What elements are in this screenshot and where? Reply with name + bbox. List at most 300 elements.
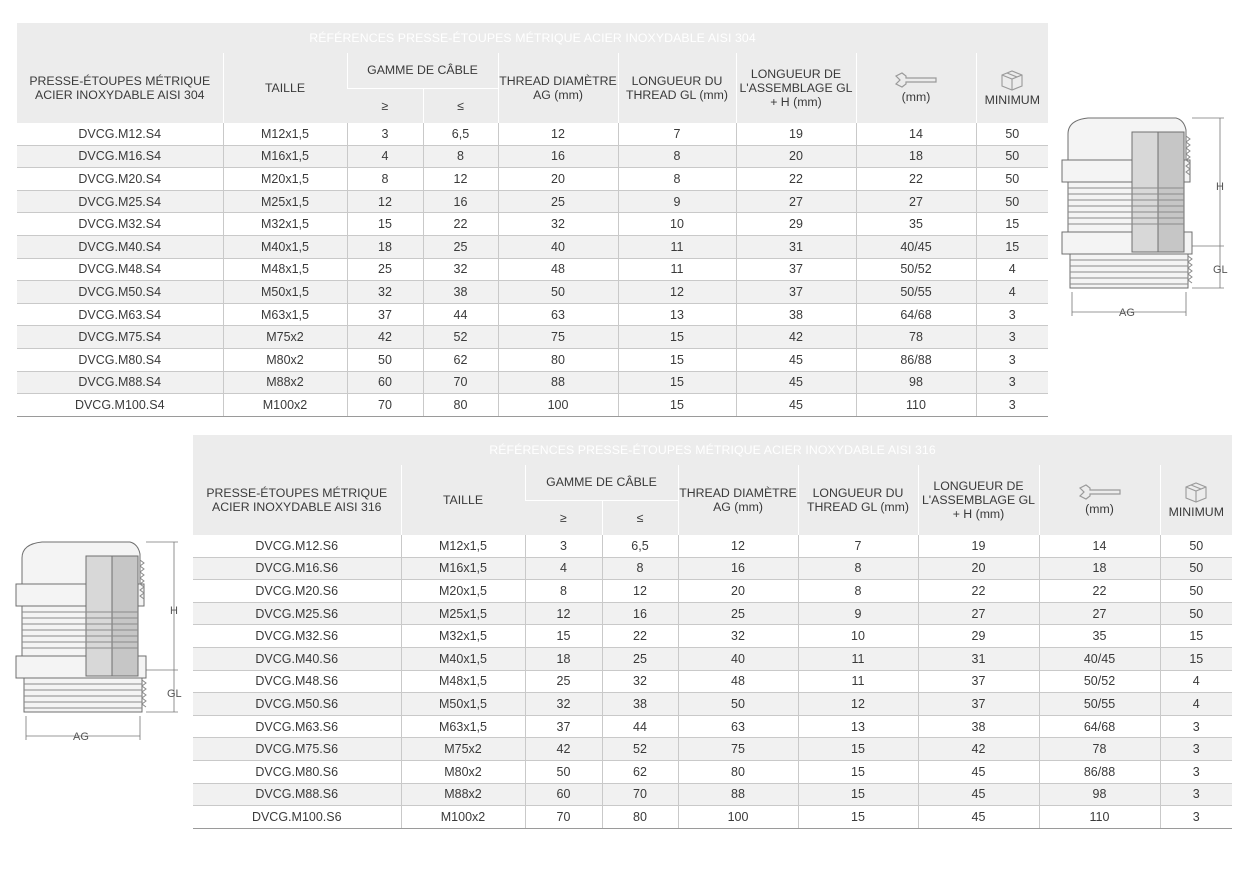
- cell-assembly-length: 29: [918, 625, 1039, 648]
- cell-cable-max: 70: [423, 371, 498, 394]
- cell-taille: M16x1,5: [223, 145, 347, 168]
- table-row: [193, 580, 1232, 603]
- table-row: [193, 783, 1232, 806]
- label-h: H: [170, 605, 178, 617]
- cell-thread-length: 11: [618, 235, 736, 258]
- cell-thread-length: 15: [618, 348, 736, 371]
- cell-minimum: 50: [976, 123, 1048, 145]
- table-row: [193, 760, 1232, 783]
- label-ag: AG: [73, 731, 89, 743]
- cell-cable-min: 42: [525, 738, 602, 761]
- cell-cable-min: 3: [525, 535, 602, 557]
- cell-reference: DVCG.M16.S6: [193, 557, 401, 580]
- cell-wrench-size: 50/52: [856, 258, 976, 281]
- cell-thread-diameter: 88: [498, 371, 618, 394]
- cell-assembly-length: 38: [736, 303, 856, 326]
- cell-cable-max: 32: [423, 258, 498, 281]
- cell-reference: DVCG.M16.S4: [17, 145, 223, 168]
- cell-cable-min: 42: [347, 326, 423, 349]
- cell-cable-min: 15: [525, 625, 602, 648]
- cell-cable-max: 22: [602, 625, 678, 648]
- cell-reference: DVCG.M48.S4: [17, 258, 223, 281]
- cell-thread-length: 8: [618, 145, 736, 168]
- cell-assembly-length: 29: [736, 213, 856, 236]
- table-row: [17, 123, 1048, 145]
- label-gl: GL: [1213, 264, 1228, 276]
- cell-wrench-size: 50/52: [1039, 670, 1160, 693]
- cell-reference: DVCG.M25.S4: [17, 190, 223, 213]
- cell-wrench-size: 27: [1039, 602, 1160, 625]
- cell-thread-length: 8: [618, 168, 736, 191]
- cell-cable-max: 22: [423, 213, 498, 236]
- cell-taille: M63x1,5: [223, 303, 347, 326]
- wrench-icon: [1078, 484, 1122, 500]
- cell-reference: DVCG.M32.S4: [17, 213, 223, 236]
- minimum-label: MINIMUM: [1168, 505, 1224, 519]
- cell-taille: M88x2: [223, 371, 347, 394]
- cell-wrench-size: 35: [1039, 625, 1160, 648]
- cell-wrench-size: 78: [856, 326, 976, 349]
- cell-minimum: 3: [976, 303, 1048, 326]
- cell-cable-min: 25: [347, 258, 423, 281]
- cell-taille: M20x1,5: [401, 580, 525, 603]
- cell-reference: DVCG.M12.S4: [17, 123, 223, 145]
- box-icon: [1183, 481, 1209, 503]
- cell-cable-min: 18: [525, 647, 602, 670]
- cell-reference: DVCG.M63.S6: [193, 715, 401, 738]
- cell-minimum: 3: [976, 348, 1048, 371]
- cell-thread-length: 15: [798, 760, 918, 783]
- cell-thread-length: 10: [618, 213, 736, 236]
- cell-taille: M75x2: [401, 738, 525, 761]
- col-header-name: PRESSE-ÉTOUPES MÉTRIQUE ACIER INOXYDABLE AISI 304: [17, 53, 223, 123]
- cell-thread-length: 15: [798, 738, 918, 761]
- cell-cable-min: 4: [525, 557, 602, 580]
- cell-cable-min: 12: [525, 602, 602, 625]
- cell-reference: DVCG.M20.S6: [193, 580, 401, 603]
- cell-reference: DVCG.M20.S4: [17, 168, 223, 191]
- cell-thread-length: 13: [798, 715, 918, 738]
- col-header-gamme: GAMME DE CÂBLE: [347, 53, 498, 88]
- cell-cable-max: 6,5: [423, 123, 498, 145]
- cell-thread-length: 8: [798, 580, 918, 603]
- cell-cable-min: 37: [347, 303, 423, 326]
- cell-thread-diameter: 32: [498, 213, 618, 236]
- col-header-wrench: [1039, 465, 1160, 535]
- cell-reference: DVCG.M50.S4: [17, 281, 223, 304]
- cell-cable-min: 60: [525, 783, 602, 806]
- cell-minimum: 50: [1160, 535, 1232, 557]
- cell-cable-min: 50: [525, 760, 602, 783]
- cell-wrench-size: 110: [1039, 806, 1160, 829]
- col-header-thread: THREAD DIAMÈTRE AG (mm): [498, 53, 618, 123]
- cell-wrench-size: 78: [1039, 738, 1160, 761]
- cell-taille: M88x2: [401, 783, 525, 806]
- cell-cable-min: 60: [347, 371, 423, 394]
- cell-assembly-length: 45: [918, 783, 1039, 806]
- cell-thread-diameter: 25: [678, 602, 798, 625]
- cell-cable-max: 12: [602, 580, 678, 603]
- cell-reference: DVCG.M100.S4: [17, 394, 223, 417]
- cell-thread-length: 7: [798, 535, 918, 557]
- cell-thread-diameter: 80: [678, 760, 798, 783]
- table-row: [193, 647, 1232, 670]
- cell-minimum: 3: [976, 394, 1048, 417]
- table-row: [17, 394, 1048, 417]
- wrench-unit: (mm): [1085, 502, 1114, 516]
- col-header-name: PRESSE-ÉTOUPES MÉTRIQUE ACIER INOXYDABLE AISI 316: [193, 465, 401, 535]
- cell-assembly-length: 45: [736, 394, 856, 417]
- table-title: RÉFÉRENCES PRESSE-ÉTOUPES MÉTRIQUE ACIER INOXYDABLE AISI 304: [17, 23, 1048, 53]
- col-header-ge: ≥: [347, 88, 423, 123]
- cell-cable-max: 70: [602, 783, 678, 806]
- cell-taille: M48x1,5: [401, 670, 525, 693]
- table-row: [17, 281, 1048, 304]
- cell-assembly-length: 20: [736, 145, 856, 168]
- table-row: [17, 326, 1048, 349]
- cell-cable-min: 8: [347, 168, 423, 191]
- table-row: [193, 670, 1232, 693]
- cell-thread-diameter: 12: [678, 535, 798, 557]
- table-row: [193, 557, 1232, 580]
- cell-minimum: 50: [976, 145, 1048, 168]
- cell-reference: DVCG.M88.S6: [193, 783, 401, 806]
- cell-wrench-size: 22: [856, 168, 976, 191]
- cell-taille: M48x1,5: [223, 258, 347, 281]
- cell-thread-length: 15: [798, 783, 918, 806]
- cell-reference: DVCG.M88.S4: [17, 371, 223, 394]
- table-row: [17, 235, 1048, 258]
- cell-thread-diameter: 80: [498, 348, 618, 371]
- col-header-gamme: GAMME DE CÂBLE: [525, 465, 678, 500]
- cell-cable-min: 12: [347, 190, 423, 213]
- cell-taille: M32x1,5: [401, 625, 525, 648]
- col-header-longueur-thread: LONGUEUR DU THREAD GL (mm): [618, 53, 736, 123]
- cell-cable-max: 44: [602, 715, 678, 738]
- cell-thread-length: 15: [618, 394, 736, 417]
- wrench-unit: (mm): [901, 90, 931, 104]
- table-row: [193, 806, 1232, 829]
- cell-wrench-size: 14: [856, 123, 976, 145]
- cell-thread-length: 9: [618, 190, 736, 213]
- cell-thread-length: 11: [798, 647, 918, 670]
- cell-assembly-length: 42: [918, 738, 1039, 761]
- col-header-longueur-assemblage: LONGUEUR DE L'ASSEMBLAGE GL + H (mm): [918, 465, 1039, 535]
- cell-minimum: 3: [976, 371, 1048, 394]
- table-row: [17, 371, 1048, 394]
- cell-reference: DVCG.M63.S4: [17, 303, 223, 326]
- col-header-wrench: [856, 53, 976, 123]
- table-row: [193, 693, 1232, 716]
- cell-reference: DVCG.M80.S6: [193, 760, 401, 783]
- cell-minimum: 50: [976, 168, 1048, 191]
- cell-assembly-length: 27: [736, 190, 856, 213]
- cell-minimum: 3: [976, 326, 1048, 349]
- cell-thread-length: 11: [798, 670, 918, 693]
- cell-taille: M50x1,5: [401, 693, 525, 716]
- cell-wrench-size: 27: [856, 190, 976, 213]
- cell-reference: DVCG.M48.S6: [193, 670, 401, 693]
- cell-cable-max: 62: [423, 348, 498, 371]
- cell-minimum: 3: [1160, 738, 1232, 761]
- cell-thread-length: 9: [798, 602, 918, 625]
- cell-reference: DVCG.M40.S4: [17, 235, 223, 258]
- cell-thread-diameter: 32: [678, 625, 798, 648]
- col-header-longueur-thread: LONGUEUR DU THREAD GL (mm): [798, 465, 918, 535]
- cell-assembly-length: 20: [918, 557, 1039, 580]
- cell-cable-min: 70: [347, 394, 423, 417]
- table-row: [17, 303, 1048, 326]
- cell-taille: M12x1,5: [401, 535, 525, 557]
- cell-assembly-length: 31: [918, 647, 1039, 670]
- col-header-taille: TAILLE: [223, 53, 347, 123]
- cell-thread-diameter: 100: [498, 394, 618, 417]
- cell-assembly-length: 38: [918, 715, 1039, 738]
- col-header-ge: ≥: [525, 500, 602, 535]
- cell-cable-min: 3: [347, 123, 423, 145]
- cell-wrench-size: 35: [856, 213, 976, 236]
- cell-cable-min: 50: [347, 348, 423, 371]
- label-h: H: [1216, 181, 1224, 193]
- cell-cable-max: 38: [423, 281, 498, 304]
- cell-thread-diameter: 75: [678, 738, 798, 761]
- cell-taille: M12x1,5: [223, 123, 347, 145]
- cell-thread-diameter: 20: [678, 580, 798, 603]
- cell-assembly-length: 22: [918, 580, 1039, 603]
- table-row: [17, 145, 1048, 168]
- cell-wrench-size: 14: [1039, 535, 1160, 557]
- cell-assembly-length: 27: [918, 602, 1039, 625]
- cell-minimum: 4: [1160, 693, 1232, 716]
- cell-assembly-length: 19: [736, 123, 856, 145]
- cell-assembly-length: 45: [736, 371, 856, 394]
- cell-wrench-size: 98: [856, 371, 976, 394]
- col-header-minimum: [976, 53, 1048, 123]
- cell-cable-max: 25: [423, 235, 498, 258]
- cell-assembly-length: 37: [918, 670, 1039, 693]
- cell-thread-length: 12: [798, 693, 918, 716]
- cell-cable-max: 16: [423, 190, 498, 213]
- cell-cable-min: 4: [347, 145, 423, 168]
- cell-cable-max: 80: [602, 806, 678, 829]
- table-row: [17, 190, 1048, 213]
- col-header-le: ≤: [602, 500, 678, 535]
- cell-assembly-length: 45: [918, 806, 1039, 829]
- cell-wrench-size: 22: [1039, 580, 1160, 603]
- minimum-label: MINIMUM: [984, 93, 1040, 107]
- col-header-longueur-assemblage: LONGUEUR DE L'ASSEMBLAGE GL + H (mm): [736, 53, 856, 123]
- cell-wrench-size: 18: [856, 145, 976, 168]
- table-row: [17, 258, 1048, 281]
- cell-cable-min: 15: [347, 213, 423, 236]
- cell-minimum: 15: [1160, 647, 1232, 670]
- cell-minimum: 15: [1160, 625, 1232, 648]
- cell-assembly-length: 31: [736, 235, 856, 258]
- cell-assembly-length: 42: [736, 326, 856, 349]
- cell-taille: M100x2: [223, 394, 347, 417]
- col-header-le: ≤: [423, 88, 498, 123]
- cell-assembly-length: 45: [736, 348, 856, 371]
- cell-assembly-length: 22: [736, 168, 856, 191]
- cell-cable-max: 25: [602, 647, 678, 670]
- cell-cable-max: 52: [602, 738, 678, 761]
- cell-thread-length: 10: [798, 625, 918, 648]
- label-gl: GL: [167, 688, 182, 700]
- wrench-icon: [894, 72, 938, 88]
- cell-taille: M100x2: [401, 806, 525, 829]
- cell-cable-min: 37: [525, 715, 602, 738]
- cell-cable-max: 62: [602, 760, 678, 783]
- cell-minimum: 50: [1160, 580, 1232, 603]
- cell-cable-min: 25: [525, 670, 602, 693]
- cell-cable-max: 44: [423, 303, 498, 326]
- cell-cable-max: 16: [602, 602, 678, 625]
- table-row: [17, 213, 1048, 236]
- table-row: [17, 348, 1048, 371]
- cell-minimum: 3: [1160, 783, 1232, 806]
- cell-taille: M40x1,5: [401, 647, 525, 670]
- cell-minimum: 3: [1160, 715, 1232, 738]
- cell-cable-max: 12: [423, 168, 498, 191]
- cell-thread-length: 11: [618, 258, 736, 281]
- cell-minimum: 3: [1160, 806, 1232, 829]
- cell-minimum: 3: [1160, 760, 1232, 783]
- cell-cable-min: 18: [347, 235, 423, 258]
- cell-thread-diameter: 48: [678, 670, 798, 693]
- table-title: RÉFÉRENCES PRESSE-ÉTOUPES MÉTRIQUE ACIER INOXYDABLE AISI 316: [193, 435, 1232, 465]
- table-row: [193, 535, 1232, 557]
- cell-thread-diameter: 100: [678, 806, 798, 829]
- cell-reference: DVCG.M40.S6: [193, 647, 401, 670]
- cell-thread-diameter: 88: [678, 783, 798, 806]
- cell-minimum: 15: [976, 213, 1048, 236]
- cell-taille: M75x2: [223, 326, 347, 349]
- cell-thread-diameter: 25: [498, 190, 618, 213]
- cell-cable-max: 38: [602, 693, 678, 716]
- cell-thread-diameter: 75: [498, 326, 618, 349]
- cell-wrench-size: 64/68: [1039, 715, 1160, 738]
- cell-thread-length: 7: [618, 123, 736, 145]
- cell-thread-length: 13: [618, 303, 736, 326]
- cable-gland-drawing: [12, 536, 188, 746]
- cell-taille: M25x1,5: [401, 602, 525, 625]
- table-row: [193, 715, 1232, 738]
- col-header-taille: TAILLE: [401, 465, 525, 535]
- cell-reference: DVCG.M32.S6: [193, 625, 401, 648]
- cell-taille: M40x1,5: [223, 235, 347, 258]
- cell-taille: M25x1,5: [223, 190, 347, 213]
- cell-thread-length: 8: [798, 557, 918, 580]
- cell-assembly-length: 19: [918, 535, 1039, 557]
- cell-reference: DVCG.M75.S4: [17, 326, 223, 349]
- cell-wrench-size: 86/88: [856, 348, 976, 371]
- cell-taille: M32x1,5: [223, 213, 347, 236]
- cell-wrench-size: 110: [856, 394, 976, 417]
- cell-thread-diameter: 63: [498, 303, 618, 326]
- cell-minimum: 50: [1160, 602, 1232, 625]
- cell-thread-diameter: 50: [498, 281, 618, 304]
- cell-minimum: 4: [976, 258, 1048, 281]
- cell-wrench-size: 40/45: [856, 235, 976, 258]
- cell-thread-diameter: 40: [678, 647, 798, 670]
- cell-taille: M20x1,5: [223, 168, 347, 191]
- cell-reference: DVCG.M25.S6: [193, 602, 401, 625]
- cell-cable-max: 6,5: [602, 535, 678, 557]
- cell-cable-max: 8: [602, 557, 678, 580]
- table-row: [193, 602, 1232, 625]
- cable-gland-drawing: [1058, 112, 1234, 322]
- table-row: [17, 168, 1048, 191]
- cell-thread-length: 12: [618, 281, 736, 304]
- box-icon: [999, 69, 1025, 91]
- cell-thread-diameter: 40: [498, 235, 618, 258]
- cell-assembly-length: 37: [736, 281, 856, 304]
- table-row: [193, 738, 1232, 761]
- cell-wrench-size: 50/55: [1039, 693, 1160, 716]
- cell-wrench-size: 98: [1039, 783, 1160, 806]
- cell-thread-diameter: 16: [678, 557, 798, 580]
- cell-cable-max: 8: [423, 145, 498, 168]
- cell-cable-min: 32: [525, 693, 602, 716]
- cell-cable-max: 32: [602, 670, 678, 693]
- cell-wrench-size: 86/88: [1039, 760, 1160, 783]
- cell-wrench-size: 18: [1039, 557, 1160, 580]
- cell-thread-diameter: 63: [678, 715, 798, 738]
- cell-cable-max: 80: [423, 394, 498, 417]
- cell-thread-length: 15: [618, 371, 736, 394]
- cell-thread-diameter: 20: [498, 168, 618, 191]
- cell-cable-min: 32: [347, 281, 423, 304]
- cell-cable-max: 52: [423, 326, 498, 349]
- cell-taille: M63x1,5: [401, 715, 525, 738]
- cell-cable-min: 70: [525, 806, 602, 829]
- cell-assembly-length: 37: [736, 258, 856, 281]
- cell-reference: DVCG.M75.S6: [193, 738, 401, 761]
- col-header-thread: THREAD DIAMÈTRE AG (mm): [678, 465, 798, 535]
- cell-assembly-length: 37: [918, 693, 1039, 716]
- cell-minimum: 50: [976, 190, 1048, 213]
- label-ag: AG: [1119, 307, 1135, 319]
- table-aisi-316: [193, 435, 1232, 829]
- cell-wrench-size: 50/55: [856, 281, 976, 304]
- cell-minimum: 15: [976, 235, 1048, 258]
- cell-minimum: 4: [1160, 670, 1232, 693]
- table-row: [193, 625, 1232, 648]
- col-header-minimum: [1160, 465, 1232, 535]
- cell-reference: DVCG.M80.S4: [17, 348, 223, 371]
- cell-taille: M50x1,5: [223, 281, 347, 304]
- cell-thread-length: 15: [618, 326, 736, 349]
- cell-wrench-size: 64/68: [856, 303, 976, 326]
- cell-taille: M16x1,5: [401, 557, 525, 580]
- cell-wrench-size: 40/45: [1039, 647, 1160, 670]
- cell-taille: M80x2: [223, 348, 347, 371]
- cell-cable-min: 8: [525, 580, 602, 603]
- cell-reference: DVCG.M50.S6: [193, 693, 401, 716]
- table-aisi-304: [17, 23, 1048, 417]
- cell-taille: M80x2: [401, 760, 525, 783]
- cell-thread-diameter: 48: [498, 258, 618, 281]
- cell-thread-diameter: 12: [498, 123, 618, 145]
- cell-reference: DVCG.M12.S6: [193, 535, 401, 557]
- cell-thread-diameter: 16: [498, 145, 618, 168]
- cell-thread-length: 15: [798, 806, 918, 829]
- cell-reference: DVCG.M100.S6: [193, 806, 401, 829]
- cell-thread-diameter: 50: [678, 693, 798, 716]
- cell-minimum: 50: [1160, 557, 1232, 580]
- cell-minimum: 4: [976, 281, 1048, 304]
- cell-assembly-length: 45: [918, 760, 1039, 783]
